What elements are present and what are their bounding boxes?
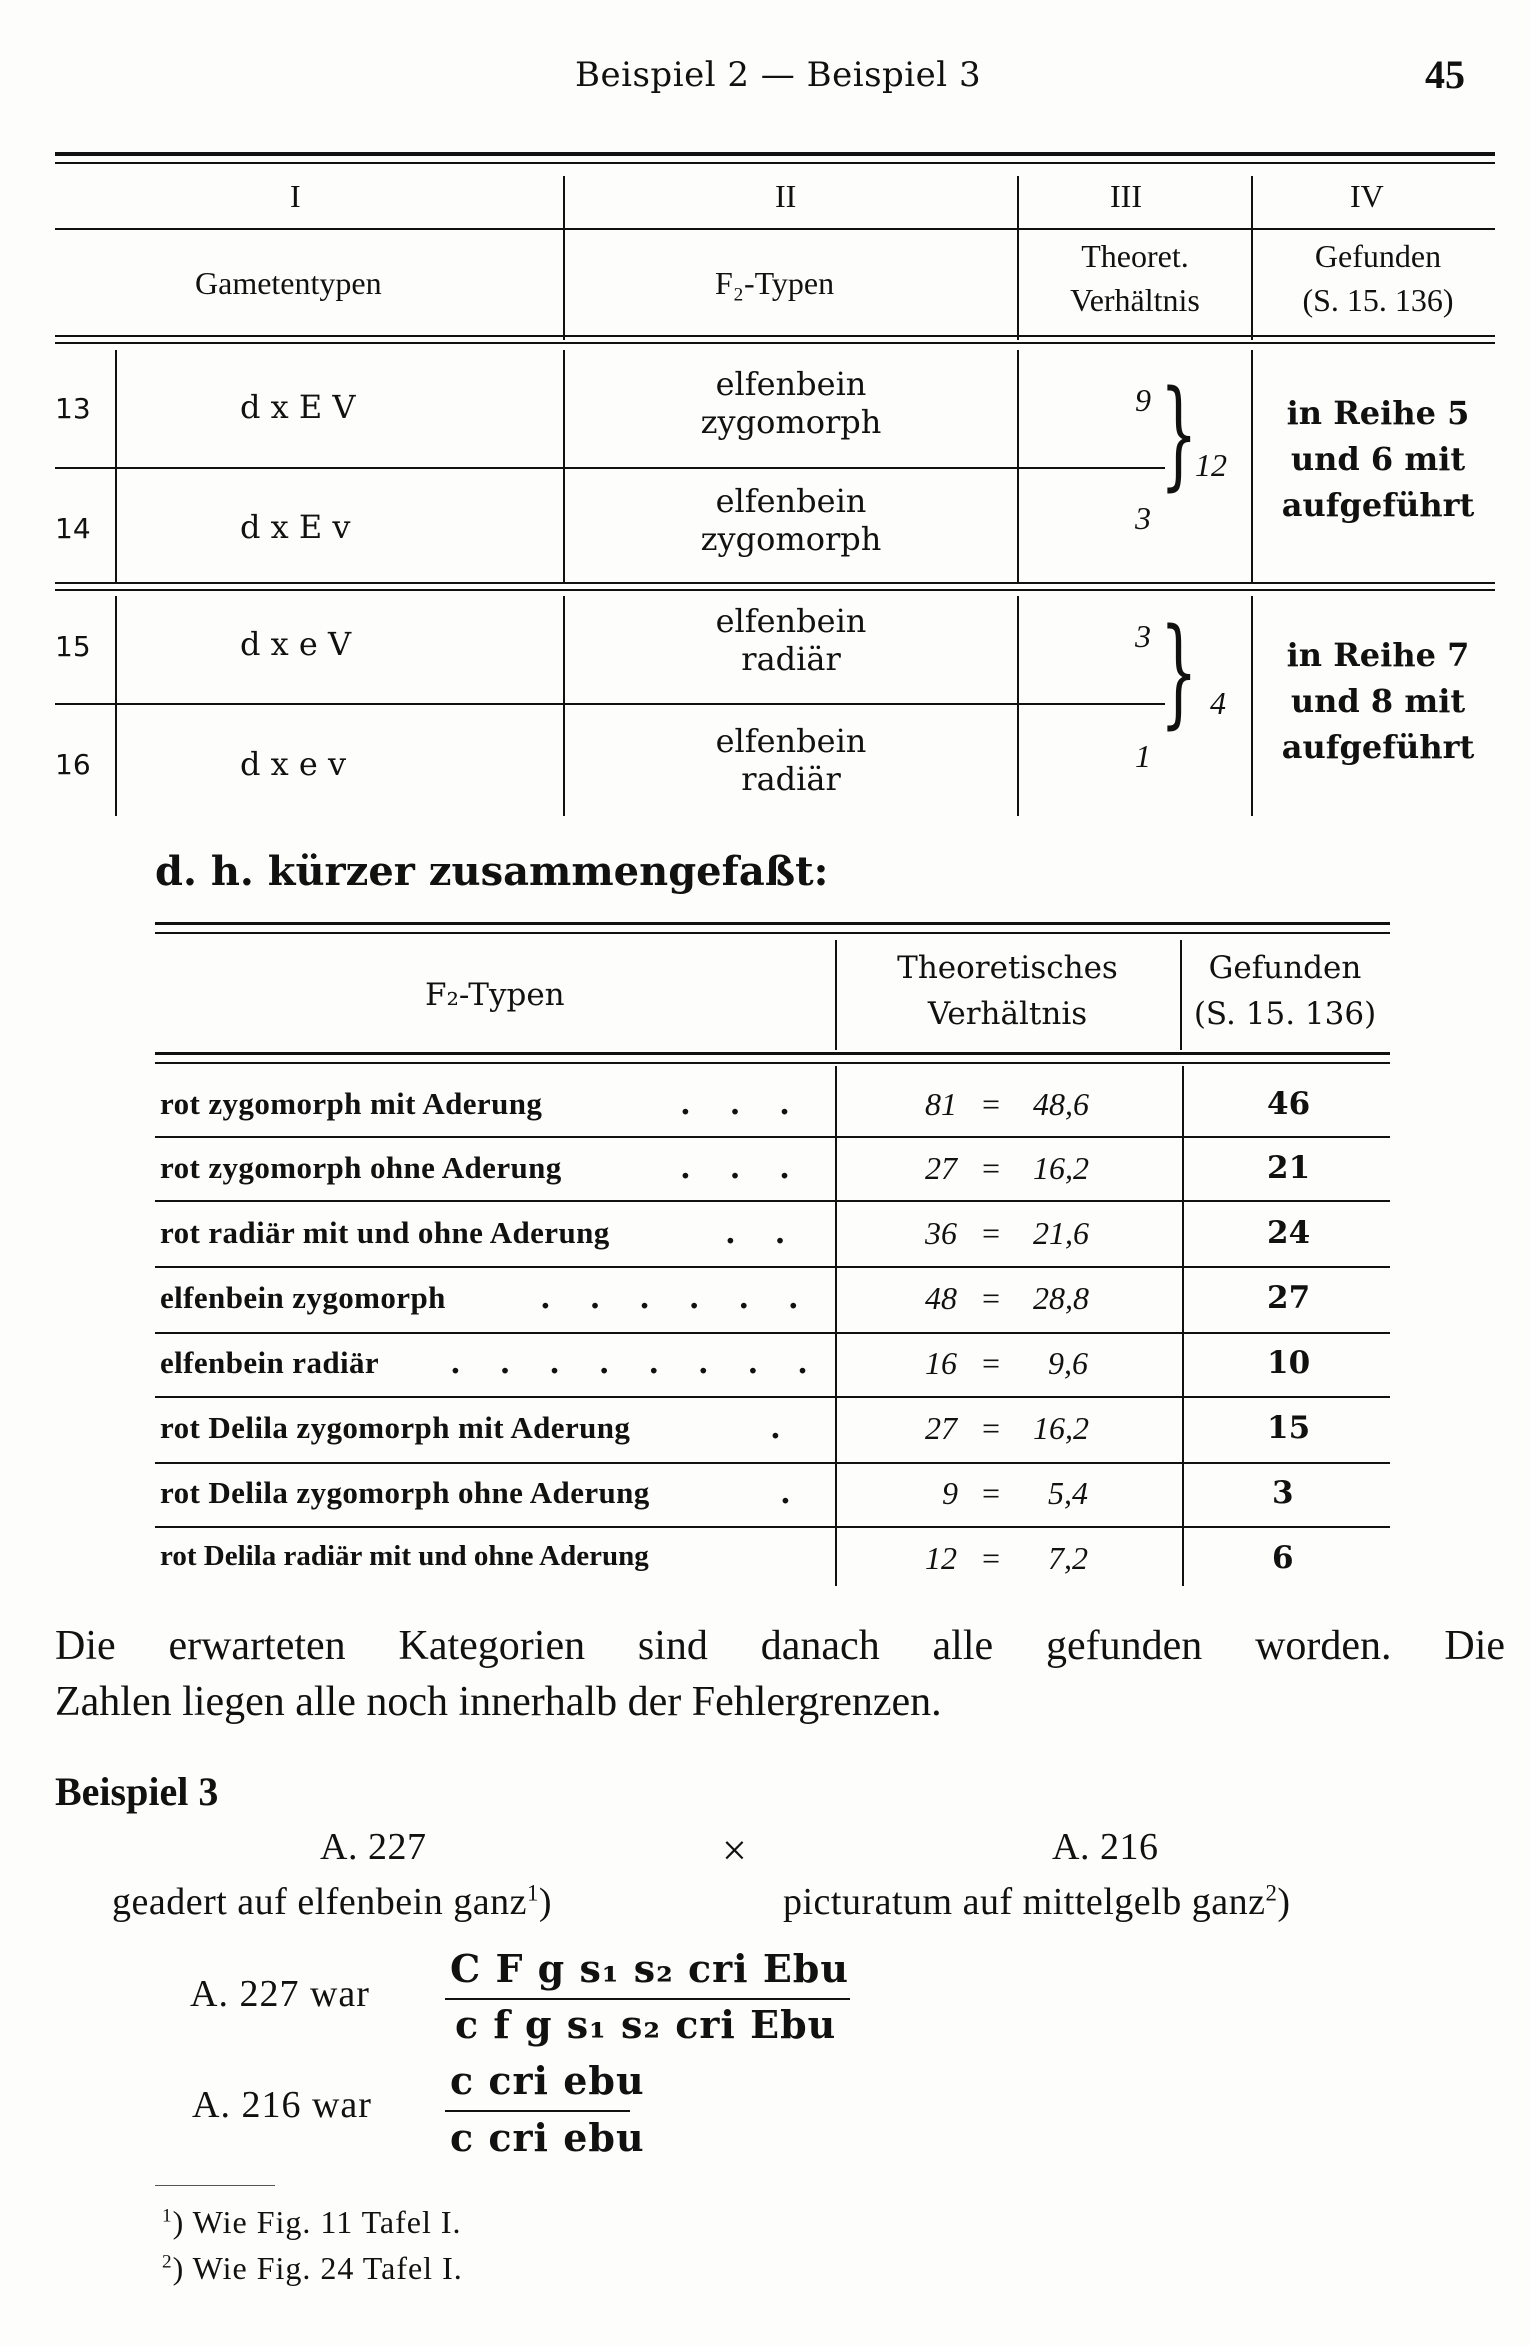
- col-II-roman: II: [775, 178, 797, 214]
- col-gefunden-line2: (S. 15. 136): [1302, 282, 1454, 318]
- note-line: in Reihe 7: [1286, 636, 1470, 674]
- row-label: rot Delila zygomorph mit Aderung: [160, 1410, 631, 1445]
- found-value: 21: [1267, 1150, 1311, 1186]
- theoretical-right: 21,6: [1033, 1215, 1089, 1251]
- row-label: elfenbein radiär: [160, 1345, 380, 1380]
- footnote-text: Wie Fig. 24 Tafel I.: [192, 2250, 463, 2286]
- f2-type-line2: radiär: [741, 760, 841, 798]
- footnote-mark: 1: [162, 2205, 173, 2227]
- leader-dots: .: [770, 1410, 795, 1446]
- f2-type-line2: zygomorph: [700, 403, 882, 441]
- f2-type-line1: elfenbein: [715, 365, 867, 403]
- theoretical-left: 48: [925, 1280, 957, 1316]
- col-I-roman: I: [290, 178, 301, 214]
- footnote-text: Wie Fig. 11 Tafel I.: [192, 2204, 462, 2240]
- theoretical-left: 81: [925, 1086, 957, 1122]
- equals-sign: =: [982, 1086, 1001, 1122]
- brace-group-1: }: [1160, 364, 1198, 502]
- closing-paren: ): [538, 1881, 552, 1923]
- formula-denominator: c cri ebu: [450, 2115, 645, 2160]
- theoretical-left: 36: [925, 1215, 957, 1251]
- theoretical-right: 16,2: [1033, 1410, 1089, 1446]
- desc-text: picturatum auf mittelgelb ganz: [783, 1881, 1266, 1923]
- note-line: und 6 mit: [1290, 440, 1466, 478]
- footnote: [162, 2204, 462, 2241]
- col-theoret-line2: Verhältnis: [1070, 282, 1200, 318]
- theoretical-right: 28,8: [1033, 1280, 1089, 1316]
- found-value: 15: [1267, 1410, 1311, 1446]
- footnote-mark: 1: [526, 1880, 539, 1906]
- header-line: Theoretisches: [897, 950, 1118, 986]
- equals-sign: =: [982, 1410, 1001, 1446]
- theoretical-ratio: 1: [1135, 738, 1151, 774]
- theoretical-left: 12: [925, 1540, 957, 1576]
- header-line: (S. 15. 136): [1193, 996, 1377, 1032]
- equals-sign: =: [982, 1345, 1001, 1381]
- found-value: 10: [1267, 1345, 1311, 1381]
- row-label: rot radiär mit und ohne Aderung: [160, 1215, 610, 1250]
- body-paragraph: [55, 1618, 1505, 1730]
- gamete-type: d x E v: [240, 508, 351, 546]
- f2-type-line2: zygomorph: [700, 520, 882, 558]
- theoretical-left: 27: [925, 1150, 957, 1186]
- group-note: [1258, 632, 1498, 770]
- closing-paren: ): [1277, 1881, 1291, 1923]
- header-line: Gefunden: [1208, 950, 1362, 986]
- theoretical-ratio: 3: [1135, 618, 1151, 654]
- leader-dots: .: [780, 1475, 805, 1511]
- row-number: 15: [55, 630, 91, 663]
- row-label: elfenbein zygomorph: [160, 1280, 446, 1315]
- leader-dots: . . .: [680, 1086, 804, 1122]
- note-line: und 8 mit: [1290, 682, 1466, 720]
- gamete-table: [0, 0, 1530, 830]
- cross-symbol: ×: [722, 1826, 748, 1875]
- col-gefunden-line1: Gefunden: [1314, 238, 1442, 274]
- col-theoretisches: [840, 945, 1175, 1037]
- formula-numerator: c cri ebu: [450, 2058, 645, 2103]
- note-line: aufgeführt: [1281, 728, 1475, 766]
- f2-type-line1: elfenbein: [715, 722, 867, 760]
- col-f2-typen: F₂-Typen: [425, 977, 565, 1013]
- equals-sign: =: [982, 1475, 1001, 1511]
- col-theoret-line1: Theoret.: [1081, 238, 1189, 274]
- col-gametentypen: Gametentypen: [195, 265, 382, 301]
- found-value: 24: [1267, 1215, 1311, 1251]
- theoretical-left: 27: [925, 1410, 957, 1446]
- equals-sign: =: [982, 1280, 1001, 1316]
- row-label: rot Delila zygomorph ohne Aderung: [160, 1475, 650, 1510]
- col-f2-typen: F₂-Typen: [715, 265, 835, 301]
- gamete-type: d x e v: [240, 745, 347, 783]
- running-title: Beispiel 2 — Beispiel 3: [575, 55, 982, 95]
- equals-sign: =: [982, 1540, 1001, 1576]
- footnote-rule: [155, 2185, 275, 2186]
- found-value: 6: [1272, 1540, 1294, 1576]
- cross-right-code: A. 216: [1052, 1826, 1159, 1868]
- gamete-type: d x E V: [240, 388, 356, 426]
- cross-left-code: A. 227: [320, 1826, 427, 1868]
- summary-intro: d. h. kürzer zusammengefaßt:: [155, 848, 829, 895]
- row-label: rot zygomorph ohne Aderung: [160, 1150, 562, 1185]
- col-gefunden: [1185, 945, 1385, 1037]
- row-label: rot zygomorph mit Aderung: [160, 1086, 543, 1121]
- f2-type-line1: elfenbein: [715, 482, 867, 520]
- paragraph-line: Die erwarteten Kategorien sind danach alle gefunden worden. Die: [55, 1623, 1505, 1669]
- leader-dots: . . . . . .: [540, 1280, 813, 1316]
- cross-right-desc: [783, 1880, 1291, 1924]
- formula-denominator: c f g s₁ s₂ cri Ebu: [455, 2002, 837, 2047]
- found-value: 27: [1267, 1280, 1311, 1316]
- theoretical-ratio: 3: [1135, 500, 1151, 536]
- theoretical-right: 48,6: [1033, 1086, 1089, 1122]
- gamete-type: d x e V: [240, 625, 352, 663]
- note-line: aufgeführt: [1281, 486, 1475, 524]
- theoretical-right: 5,4: [1048, 1475, 1088, 1511]
- equals-sign: =: [982, 1215, 1001, 1251]
- theoretical-left: 9: [942, 1475, 958, 1511]
- theoretical-right: 7,2: [1048, 1540, 1088, 1576]
- theoretical-right: 9,6: [1048, 1345, 1088, 1381]
- header-line: Verhältnis: [927, 996, 1088, 1032]
- f2-type-line1: elfenbein: [715, 602, 867, 640]
- row-number: 13: [55, 392, 91, 425]
- equals-sign: =: [982, 1150, 1001, 1186]
- footnote-mark: 2: [1265, 1880, 1278, 1906]
- desc-text: geadert auf elfenbein ganz: [112, 1881, 527, 1923]
- brace-group-2: }: [1160, 602, 1198, 740]
- row-label: rot Delila radiär mit und ohne Aderung: [160, 1540, 649, 1572]
- paragraph-line: Zahlen liegen alle noch innerhalb der Fehlergrenzen.: [55, 1679, 942, 1725]
- theoretical-right: 16,2: [1033, 1150, 1089, 1186]
- formula-numerator: C F g s₁ s₂ cri Ebu: [450, 1946, 849, 1991]
- col-III-roman: III: [1110, 178, 1142, 214]
- group-note: [1258, 390, 1498, 528]
- f2-type-line2: radiär: [741, 640, 841, 678]
- leader-dots: . . . . . . . .: [450, 1345, 822, 1381]
- leader-dots: . . .: [680, 1150, 804, 1186]
- leader-dots: . .: [725, 1215, 800, 1251]
- page-number: 45: [1425, 52, 1465, 97]
- group-sum: 12: [1195, 447, 1227, 483]
- closing-paren: ): [172, 2250, 193, 2286]
- closing-paren: ): [172, 2204, 193, 2240]
- theoretical-left: 16: [925, 1345, 957, 1381]
- group-sum: 4: [1210, 685, 1226, 721]
- formula-label: A. 216 war: [192, 2084, 372, 2126]
- row-number: 16: [55, 748, 91, 781]
- note-line: in Reihe 5: [1286, 394, 1470, 432]
- footnote: [162, 2250, 463, 2287]
- found-value: 46: [1267, 1086, 1311, 1122]
- row-number: 14: [55, 512, 91, 545]
- formula-label: A. 227 war: [190, 1973, 370, 2015]
- theoretical-ratio: 9: [1135, 382, 1151, 418]
- cross-left-desc: [112, 1880, 552, 1924]
- found-value: 3: [1272, 1475, 1294, 1511]
- footnote-mark: 2: [162, 2251, 173, 2273]
- col-IV-roman: IV: [1350, 178, 1384, 214]
- section-title: Beispiel 3: [55, 1769, 219, 1814]
